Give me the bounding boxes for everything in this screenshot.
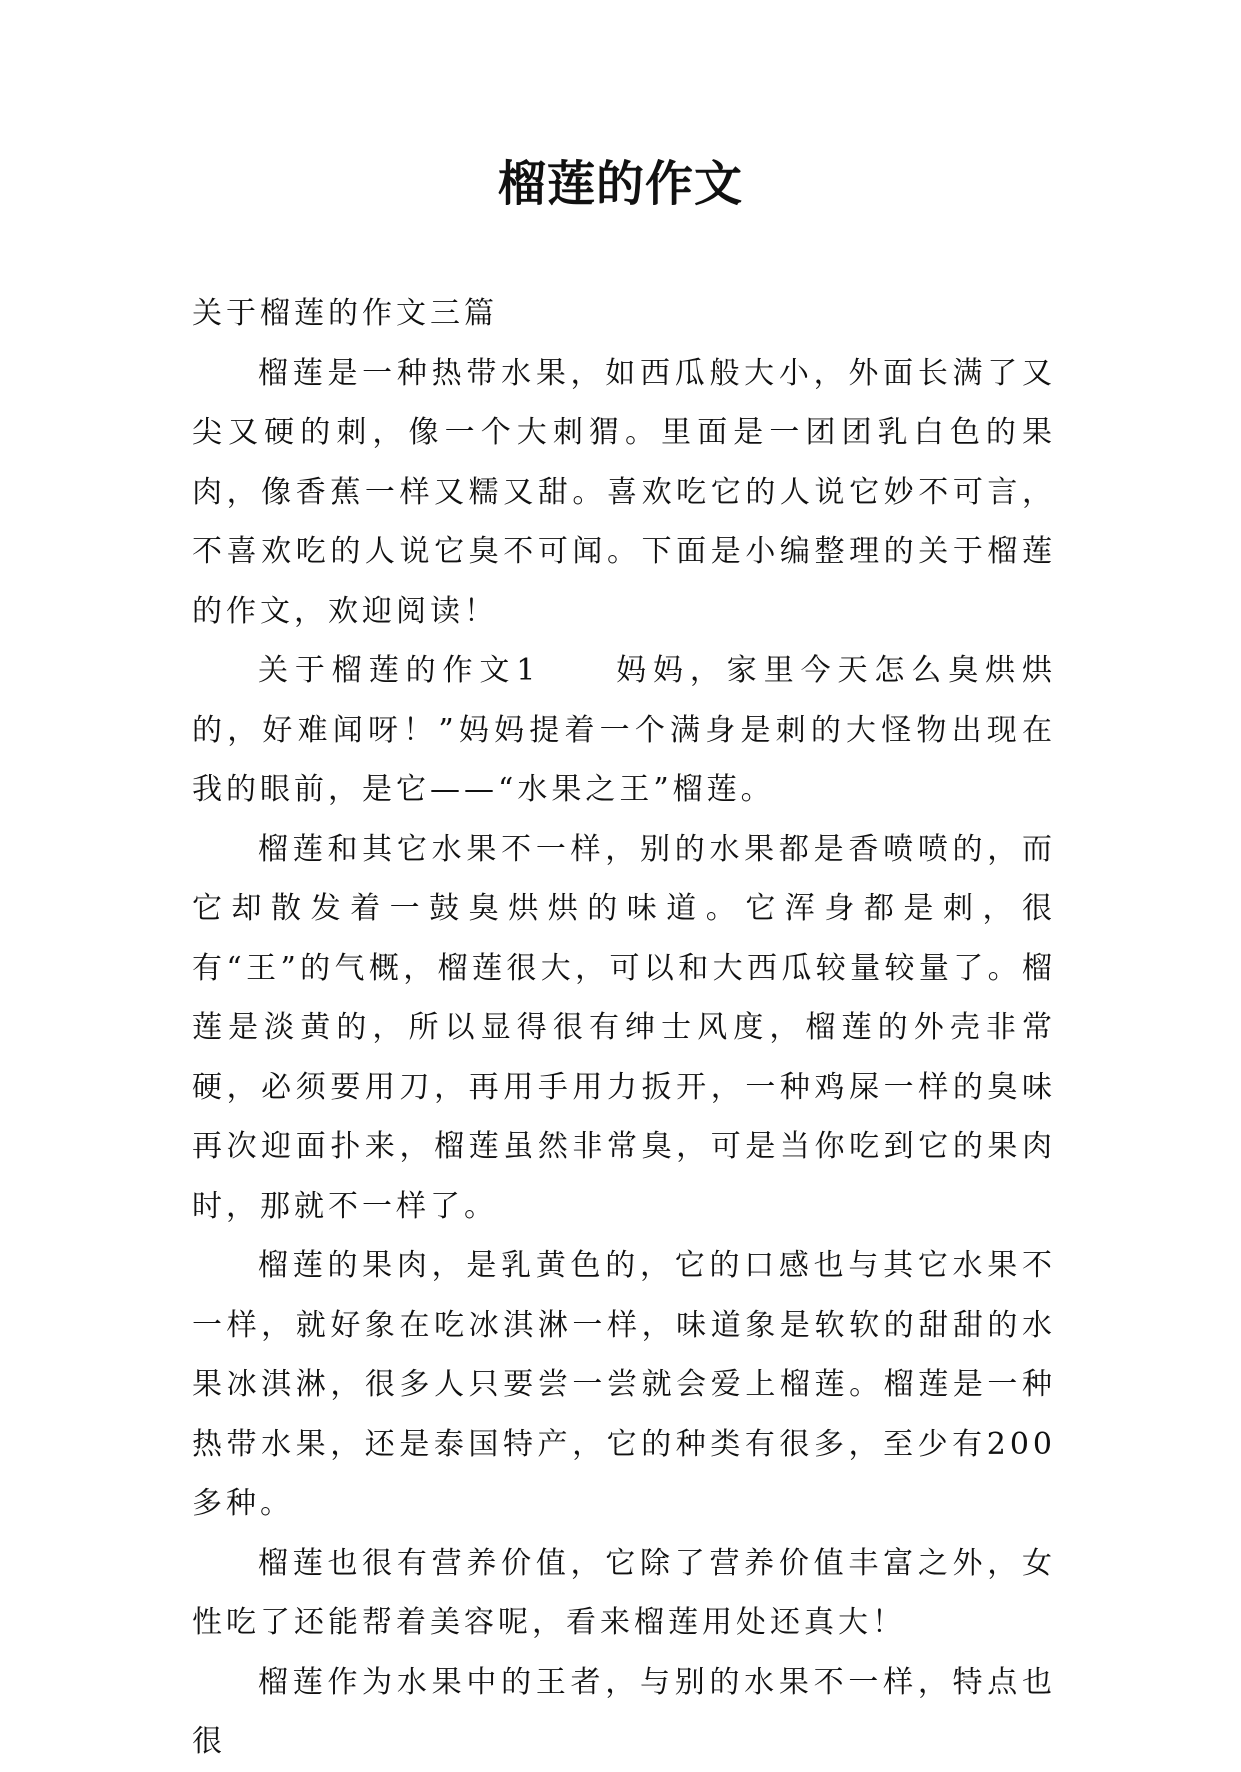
paragraph-smell-and-shell: 榴莲和其它水果不一样，别的水果都是香喷喷的，而它却散发着一鼓臭烘烘的味道。它浑身都是刺，很有“王”的气概，榴莲很大，可以和大西瓜较量较量了。榴莲是淡黄的，所以显得很有绅士风度，榴莲的外壳非常硬，必须要用刀，再用手用力扳开，一种鸡屎一样的臭味再次迎面扑来，榴莲虽然非常臭，可是当你吃到它的果肉时，那就不一样了。 <box>192 831 1056 1224</box>
document-body <box>192 284 1056 1772</box>
paragraph-king-of-fruits: 榴莲作为水果中的王者，与别的水果不一样，特点也很 <box>192 1664 1056 1759</box>
paragraph-nutrition: 榴莲也很有营养价值，它除了营养价值丰富之外，女性吃了还能帮着美容呢，看来榴莲用处还真大！ <box>192 1545 1056 1640</box>
document-title: 榴莲的作文 <box>497 156 743 212</box>
paragraph-essay-1-opening: 关于榴莲的作文1 妈妈，家里今天怎么臭烘烘的，好难闻呀！”妈妈提着一个满身是刺的大怪物出现在我的眼前，是它——“水果之王”榴莲。 <box>192 653 1056 807</box>
document-subtitle: 关于榴莲的作文三篇 <box>192 296 498 331</box>
paragraph-flesh-taste: 榴莲的果肉，是乳黄色的，它的口感也与其它水果不一样，就好象在吃冰淇淋一样，味道象是软软的甜甜的水果冰淇淋，很多人只要尝一尝就会爱上榴莲。榴莲是一种热带水果，还是泰国特产，它的种类有很多，至少有200多种。 <box>192 1248 1056 1521</box>
paragraph-intro: 榴莲是一种热带水果，如西瓜般大小，外面长满了又尖又硬的刺，像一个大刺猬。里面是一团团乳白色的果肉，像香蕉一样又糯又甜。喜欢吃它的人说它妙不可言，不喜欢吃的人说它臭不可闻。下面是小编整理的关于榴莲的作文，欢迎阅读！ <box>192 355 1056 629</box>
